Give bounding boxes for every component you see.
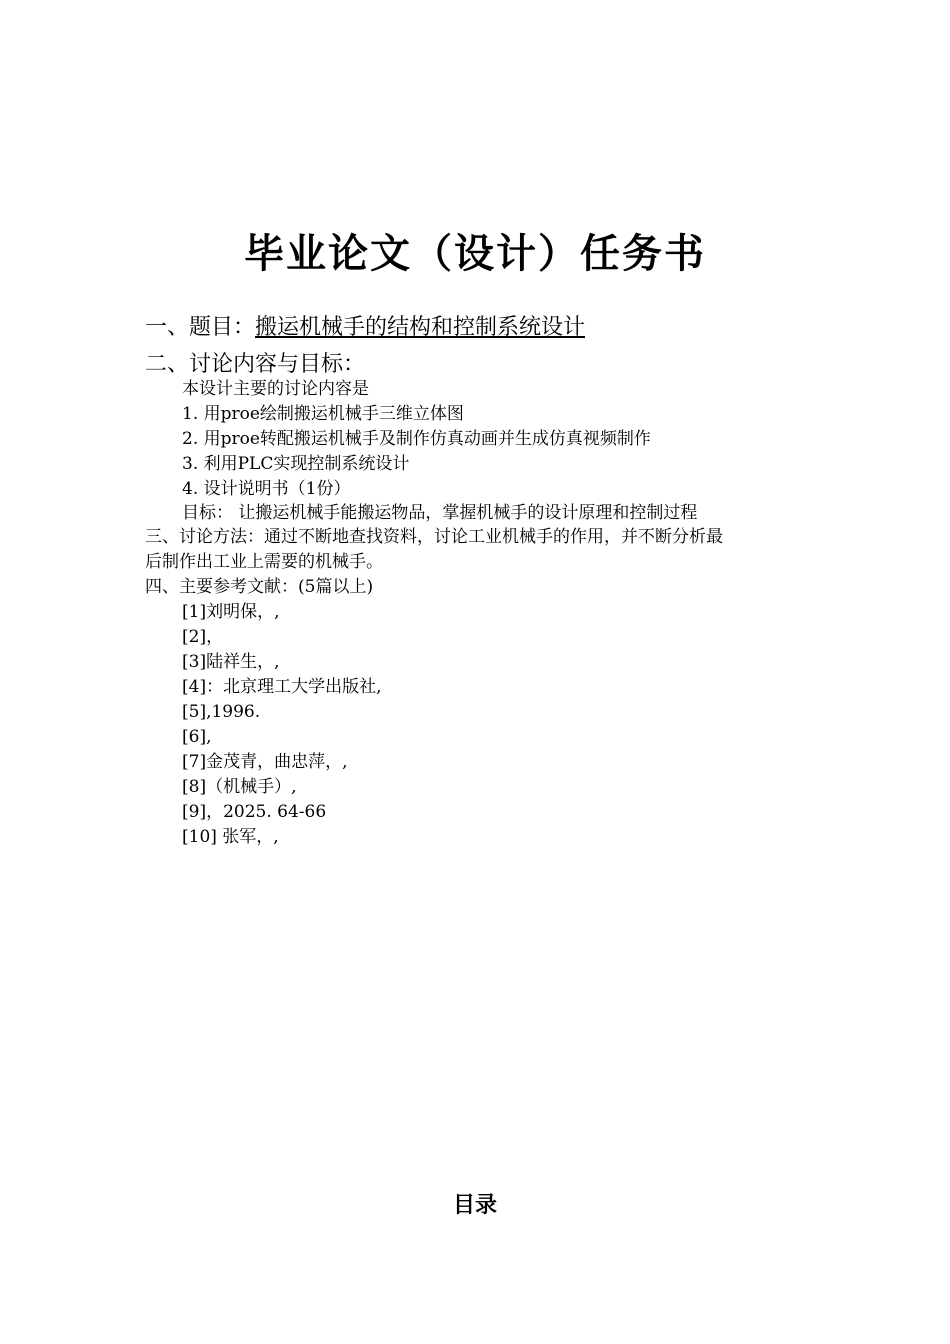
- research-intro: 本设计主要的讨论内容是: [182, 379, 369, 399]
- section-research-content-heading: 二、讨论内容与目标：: [145, 352, 366, 377]
- research-item: 1. 用proe绘制搬运机械手三维立体图: [182, 404, 464, 424]
- section-title-topic: [145, 313, 585, 343]
- reference-item: [3]陆祥生，,: [182, 652, 280, 672]
- method-line: 三、讨论方法：通过不断地查找资料，讨论工业机械手的作用，并不断分析最: [145, 527, 723, 547]
- method-line: 后制作出工业上需要的机械手。: [145, 552, 383, 572]
- research-goal: 目标： 让搬运机械手能搬运物品，掌握机械手的设计原理和控制过程: [182, 503, 698, 523]
- reference-item: [1]刘明保，,: [182, 602, 280, 622]
- document-title: 毕业论文（设计）任务书: [244, 230, 706, 277]
- references-heading: 四、主要参考文献：(5篇以上): [145, 577, 374, 597]
- thesis-topic: 搬运机械手的结构和控制系统设计: [255, 315, 586, 340]
- reference-item: [2]，: [182, 627, 224, 647]
- reference-item: [8]（机械手）,: [182, 777, 297, 797]
- reference-item: [7]金茂青，曲忠萍，,: [182, 752, 348, 772]
- section-label: 一、题目：: [145, 315, 256, 340]
- toc-title: 目录: [452, 1192, 497, 1218]
- research-item: 3. 利用PLC实现控制系统设计: [182, 454, 410, 474]
- reference-item: [4]：北京理工大学出版社,: [182, 677, 382, 697]
- reference-item: [5],1996.: [182, 702, 261, 722]
- reference-item: [10] 张军，,: [182, 827, 279, 847]
- research-item: 4. 设计说明书（1份）: [182, 479, 351, 499]
- research-item: 2. 用proe转配搬运机械手及制作仿真动画并生成仿真视频制作: [182, 429, 651, 449]
- reference-item: [9]，2025. 64-66: [182, 802, 327, 822]
- reference-item: [6],: [182, 727, 212, 747]
